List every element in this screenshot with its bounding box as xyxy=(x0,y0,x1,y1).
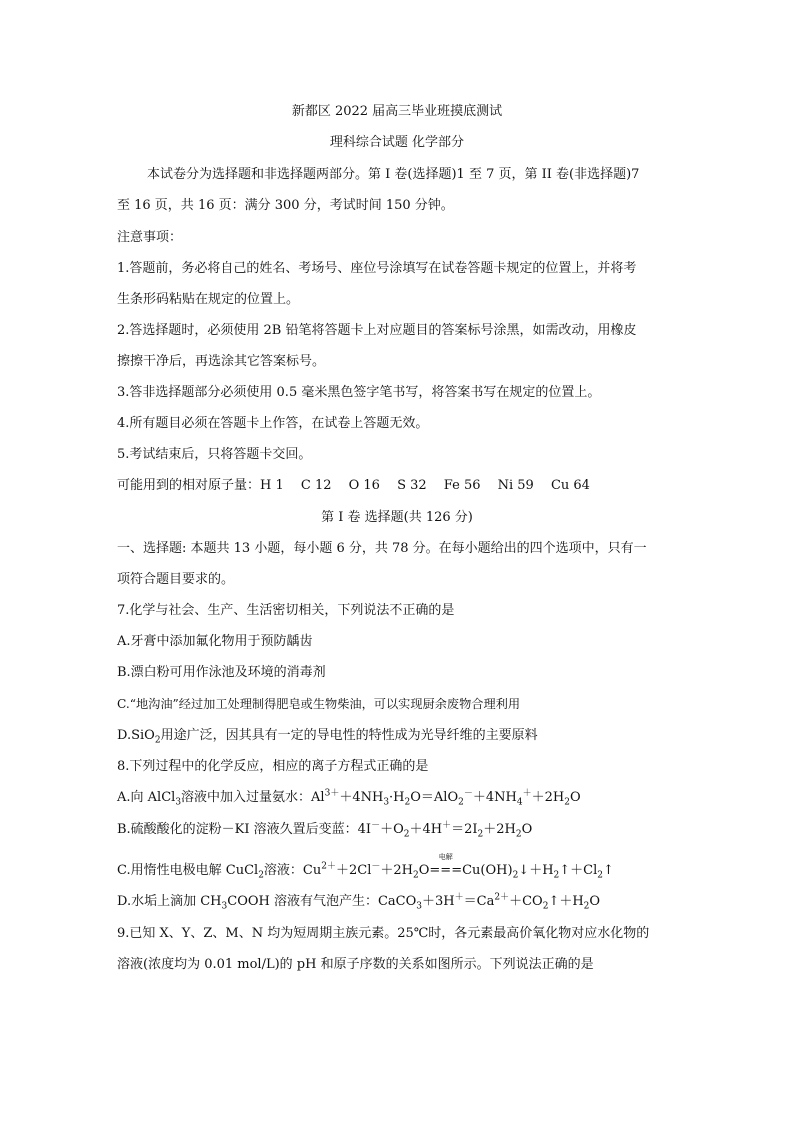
section-title: 第 I 卷 选择题(共 126 分) xyxy=(321,510,473,525)
electrolysis-arrow: 电解 === xyxy=(429,853,463,878)
exam-title: 新都区 2022 届高三毕业班摸底测试 xyxy=(291,104,503,119)
section-instructions-line-1: 一、选择题: 本题共 13 小题，每小题 6 分，共 78 分。在每小题给出的四个选项中，只有一 xyxy=(117,541,647,556)
intro-line-2: 至 16 页，共 16 页：满分 300 分，考试时间 150 分钟。 xyxy=(117,198,454,213)
question-7-option-c: C.“地沟油”经过加工处理制得肥皂或生物柴油，可以实现厨余废物合理利用 xyxy=(117,697,521,711)
atomic-masses: 可能用到的相对原子量：H 1 C 12 O 16 S 32 Fe 56 Ni 59 Cu 64 xyxy=(117,478,590,493)
exam-subtitle: 理科综合试题 化学部分 xyxy=(329,135,465,150)
question-9-line-1: 9.已知 X、Y、Z、M、N 均为短周期主族元素。25℃时，各元素最高价氧化物对应水化物的 xyxy=(117,926,650,941)
note-1-line-1: 1.答题前，务必将自己的姓名、考场号、座位号涂填写在试卷答题卡规定的位置上，并将考 xyxy=(117,261,637,276)
note-2-line-1: 2.答选择题时，必须使用 2B 铅笔将答题卡上对应题目的答案标号涂黑，如需改动，用橡皮 xyxy=(117,323,637,338)
question-7-option-a: A.牙膏中添加氟化物用于预防龋齿 xyxy=(117,634,313,649)
question-8-option-b: B.硫酸酸化的淀粉－KI 溶液久置后变蓝：$4I^-+O_2+4H^+=2I_2+2H_2O$ xyxy=(117,820,533,840)
note-1-line-2: 生条形码粘贴在规定的位置上。 xyxy=(117,292,300,307)
note-5: 5.考试结束后，只将答题卡交回。 xyxy=(117,447,312,462)
section-instructions-line-2: 项符合题目要求的。 xyxy=(117,572,235,587)
intro-line-1: 本试卷分为选择题和非选择题两部分。第 I 卷(选择题)1 至 7 页，第 II 卷(非选择题)7 xyxy=(147,167,640,182)
electrolysis-condition: 电解 xyxy=(438,853,453,861)
question-9-line-2: 溶液(浓度均为 0.01 mol/L)的 pH 和原子序数的关系如图所示。下列说法正确的是 xyxy=(117,957,594,972)
note-2-line-2: 擦擦干净后，再选涂其它答案标号。 xyxy=(117,354,326,369)
question-7-stem: 7.化学与社会、生产、生活密切相关，下列说法不正确的是 xyxy=(117,603,455,618)
question-8-option-d: D.水垢上滴加 $CH_3COOH$ 溶液有气泡产生：$CaCO_3+3H^+=Ca^{2+}+CO_2↑+H_2O$ xyxy=(117,892,601,912)
question-8-stem: 8.下列过程中的化学反应，相应的离子方程式正确的是 xyxy=(117,759,429,774)
notes-heading: 注意事项： xyxy=(117,230,183,245)
note-3: 3.答非选择题部分必须使用 0.5 毫米黑色签字笔书写，将答案书写在规定的位置上。 xyxy=(117,385,601,400)
question-7-option-d: D.SiO$_2$用途广泛，因其具有一定的导电性的特性成为光导纤维的主要原料 xyxy=(117,728,538,746)
note-4: 4.所有题目必须在答题卡上作答，在试卷上答题无效。 xyxy=(117,416,429,431)
question-8-option-c: C.用惰性电极电解 CuCl$_2$溶液：$Cu^{2+}+2Cl^-+2H_2O$ 电解 $===Cu(OH)_2↓+H_2↑+Cl_2↑$ xyxy=(117,853,614,881)
question-7-option-b: B.漂白粉可用作泳池及环境的消毒剂 xyxy=(117,665,326,680)
question-8-option-a: A.向 AlCl$_3$溶液中加入过量氨水：$Al^{3+}+4NH_3\cdot H_2O=AlO_2^-+4NH_4^++2H_2O$ xyxy=(117,788,581,808)
